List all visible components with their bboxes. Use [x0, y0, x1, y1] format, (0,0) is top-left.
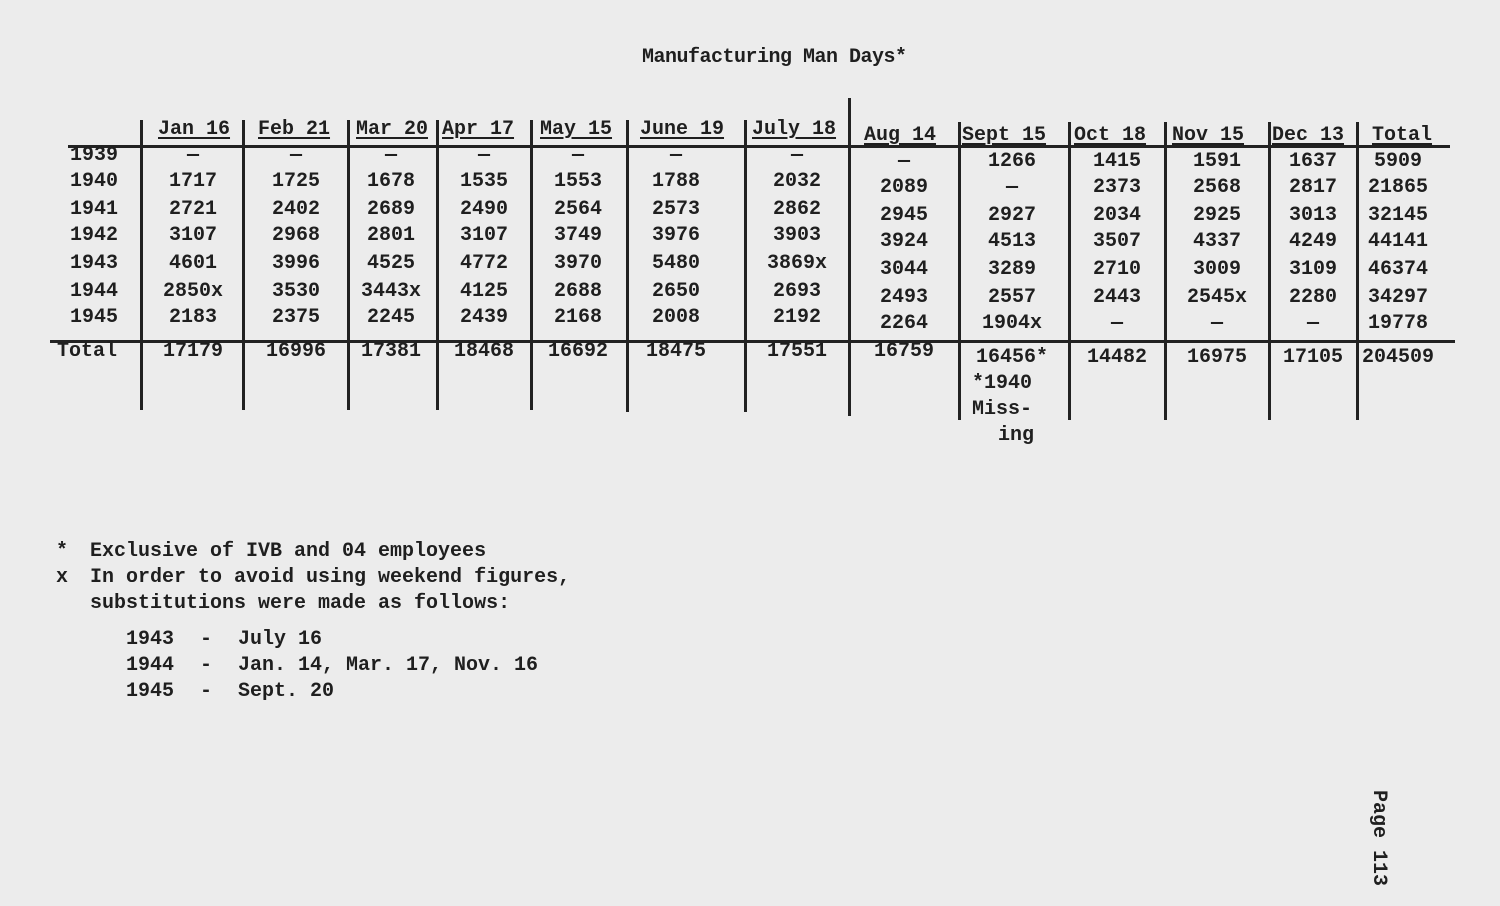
- column-header: Apr 17: [442, 118, 515, 141]
- table-cell: 3970: [553, 252, 602, 275]
- substitution-dash: -: [200, 628, 213, 651]
- substitution-year: 1943: [126, 628, 175, 651]
- row-year: 1941: [70, 198, 119, 221]
- footnote-star-mark: *: [56, 540, 69, 563]
- sept-note-line: Miss-: [972, 398, 1033, 421]
- column-header: Feb 21: [258, 118, 331, 141]
- table-cell: 32145: [1367, 204, 1428, 227]
- column-header: Nov 15: [1172, 124, 1245, 147]
- table-cell: 1266: [987, 150, 1036, 173]
- table-cell: —: [897, 150, 910, 173]
- total-cell: 16996: [265, 340, 326, 363]
- table-cell: 2402: [271, 198, 320, 221]
- table-cell: 1678: [366, 170, 415, 193]
- table-cell: 2925: [1192, 204, 1241, 227]
- sept-note-line: ing: [998, 424, 1035, 447]
- table-cell: —: [1110, 312, 1123, 335]
- total-cell: 16456*: [975, 346, 1048, 369]
- table-cell: 1637: [1288, 150, 1337, 173]
- substitution-year: 1944: [126, 654, 175, 677]
- table-cell: —: [571, 144, 584, 167]
- table-cell: 3749: [553, 224, 602, 247]
- table-cell: 3107: [459, 224, 508, 247]
- table-cell: 2264: [879, 312, 928, 335]
- footnote-x-text-cont: substitutions were made as follows:: [90, 592, 511, 615]
- table-cell: 2564: [553, 198, 602, 221]
- table-cell: 1553: [553, 170, 602, 193]
- column-header: Aug 14: [864, 124, 937, 147]
- table-cell: 3996: [271, 252, 320, 275]
- substitution-dates: Jan. 14, Mar. 17, Nov. 16: [238, 654, 539, 677]
- sept-note-line: *1940: [972, 372, 1033, 395]
- table-cell: —: [1306, 312, 1319, 335]
- table-cell: 2192: [772, 306, 821, 329]
- table-cell: 2693: [772, 280, 821, 303]
- total-cell: 204509: [1361, 346, 1434, 369]
- table-cell: 3924: [879, 230, 928, 253]
- column-header: Total: [1372, 124, 1433, 147]
- column-divider: [744, 120, 747, 412]
- table-cell: 2968: [271, 224, 320, 247]
- table-cell: 2008: [651, 306, 700, 329]
- table-cell: 4249: [1288, 230, 1337, 253]
- row-year: 1944: [70, 280, 119, 303]
- table-cell: 2089: [879, 176, 928, 199]
- column-divider: [626, 120, 629, 412]
- table-cell: 4337: [1192, 230, 1241, 253]
- table-cell: 5480: [651, 252, 700, 275]
- total-cell: 17551: [766, 340, 827, 363]
- table-cell: 2688: [553, 280, 602, 303]
- row-year: 1942: [70, 224, 119, 247]
- table-cell: 4525: [366, 252, 415, 275]
- table-cell: 2945: [879, 204, 928, 227]
- row-year: 1939: [70, 144, 119, 167]
- column-header: July 18: [752, 118, 837, 141]
- column-divider: [958, 122, 961, 420]
- table-cell: 19778: [1367, 312, 1428, 335]
- table-cell: 3289: [987, 258, 1036, 281]
- substitution-dates: Sept. 20: [238, 680, 335, 703]
- table-cell: 2850x: [162, 280, 223, 303]
- table-cell: 2689: [366, 198, 415, 221]
- row-year: 1943: [70, 252, 119, 275]
- table-cell: 46374: [1367, 258, 1428, 281]
- total-cell: 18468: [453, 340, 514, 363]
- footnote-x-mark: x: [56, 566, 69, 589]
- row-year: 1940: [70, 170, 119, 193]
- column-divider: [1068, 122, 1071, 420]
- table-cell: 2439: [459, 306, 508, 329]
- table-cell: 3976: [651, 224, 700, 247]
- table-cell: 2650: [651, 280, 700, 303]
- table-cell: 1725: [271, 170, 320, 193]
- table-cell: 2710: [1092, 258, 1141, 281]
- table-cell: —: [790, 144, 803, 167]
- column-header: Dec 13: [1272, 124, 1345, 147]
- page-number: Page 113: [1367, 790, 1390, 887]
- table-cell: 1717: [168, 170, 217, 193]
- table-cell: 34297: [1367, 286, 1428, 309]
- table-cell: 2034: [1092, 204, 1141, 227]
- table-cell: 4513: [987, 230, 1036, 253]
- table-cell: 2373: [1092, 176, 1141, 199]
- table-cell: 3013: [1288, 204, 1337, 227]
- column-divider: [848, 98, 851, 416]
- total-cell: 16975: [1186, 346, 1247, 369]
- table-cell: 2493: [879, 286, 928, 309]
- table-cell: —: [1210, 312, 1223, 335]
- table-cell: 3507: [1092, 230, 1141, 253]
- table-cell: 3107: [168, 224, 217, 247]
- table-cell: 1415: [1092, 150, 1141, 173]
- column-header: Sept 15: [962, 124, 1047, 147]
- total-cell: 17105: [1282, 346, 1343, 369]
- column-header: June 19: [640, 118, 725, 141]
- total-cell: 16759: [873, 340, 934, 363]
- table-cell: —: [289, 144, 302, 167]
- table-cell: —: [186, 144, 199, 167]
- table-cell: 2032: [772, 170, 821, 193]
- column-header: Jan 16: [158, 118, 231, 141]
- table-cell: 44141: [1367, 230, 1428, 253]
- table-cell: 1591: [1192, 150, 1241, 173]
- total-cell: 14482: [1086, 346, 1147, 369]
- table-cell: —: [477, 144, 490, 167]
- table-cell: 2573: [651, 198, 700, 221]
- table-cell: 2557: [987, 286, 1036, 309]
- substitution-dash: -: [200, 654, 213, 677]
- table-cell: 2168: [553, 306, 602, 329]
- table-cell: —: [384, 144, 397, 167]
- column-header: Mar 20: [356, 118, 429, 141]
- row-year: 1945: [70, 306, 119, 329]
- column-divider: [140, 120, 143, 410]
- table-cell: 21865: [1367, 176, 1428, 199]
- table-cell: 4125: [459, 280, 508, 303]
- table-cell: 2183: [168, 306, 217, 329]
- total-cell: 17381: [360, 340, 421, 363]
- table-cell: 4601: [168, 252, 217, 275]
- table-cell: 2375: [271, 306, 320, 329]
- table-cell: 3044: [879, 258, 928, 281]
- table-cell: 3009: [1192, 258, 1241, 281]
- table-cell: 2545x: [1186, 286, 1247, 309]
- substitution-dates: July 16: [238, 628, 323, 651]
- table-cell: 2817: [1288, 176, 1337, 199]
- table-cell: 3903: [772, 224, 821, 247]
- table-cell: 2862: [772, 198, 821, 221]
- table-cell: 2568: [1192, 176, 1241, 199]
- table-cell: 1904x: [981, 312, 1042, 335]
- table-cell: 2721: [168, 198, 217, 221]
- footnote-star-text: Exclusive of IVB and 04 employees: [90, 540, 487, 563]
- table-cell: 1535: [459, 170, 508, 193]
- table-cell: —: [1005, 176, 1018, 199]
- total-row-label: Total: [57, 340, 118, 363]
- table-cell: 2443: [1092, 286, 1141, 309]
- table-cell: 3109: [1288, 258, 1337, 281]
- column-divider: [1164, 122, 1167, 420]
- footnote-x-text: In order to avoid using weekend figures,: [90, 566, 571, 589]
- total-cell: 17179: [162, 340, 223, 363]
- total-cell: 16692: [547, 340, 608, 363]
- table-cell: 2280: [1288, 286, 1337, 309]
- page-title: Manufacturing Man Days*: [642, 46, 907, 69]
- column-divider: [242, 120, 245, 410]
- table-cell: 2927: [987, 204, 1036, 227]
- table-cell: 3530: [271, 280, 320, 303]
- table-cell: 2801: [366, 224, 415, 247]
- table-cell: 2490: [459, 198, 508, 221]
- substitution-year: 1945: [126, 680, 175, 703]
- table-cell: —: [669, 144, 682, 167]
- total-cell: 18475: [645, 340, 706, 363]
- table-cell: 3869x: [766, 252, 827, 275]
- substitution-dash: -: [200, 680, 213, 703]
- column-header: May 15: [540, 118, 613, 141]
- column-header: Oct 18: [1074, 124, 1147, 147]
- table-cell: 4772: [459, 252, 508, 275]
- table-cell: 2245: [366, 306, 415, 329]
- table-cell: 3443x: [360, 280, 421, 303]
- table-cell: 1788: [651, 170, 700, 193]
- table-cell: 5909: [1373, 150, 1422, 173]
